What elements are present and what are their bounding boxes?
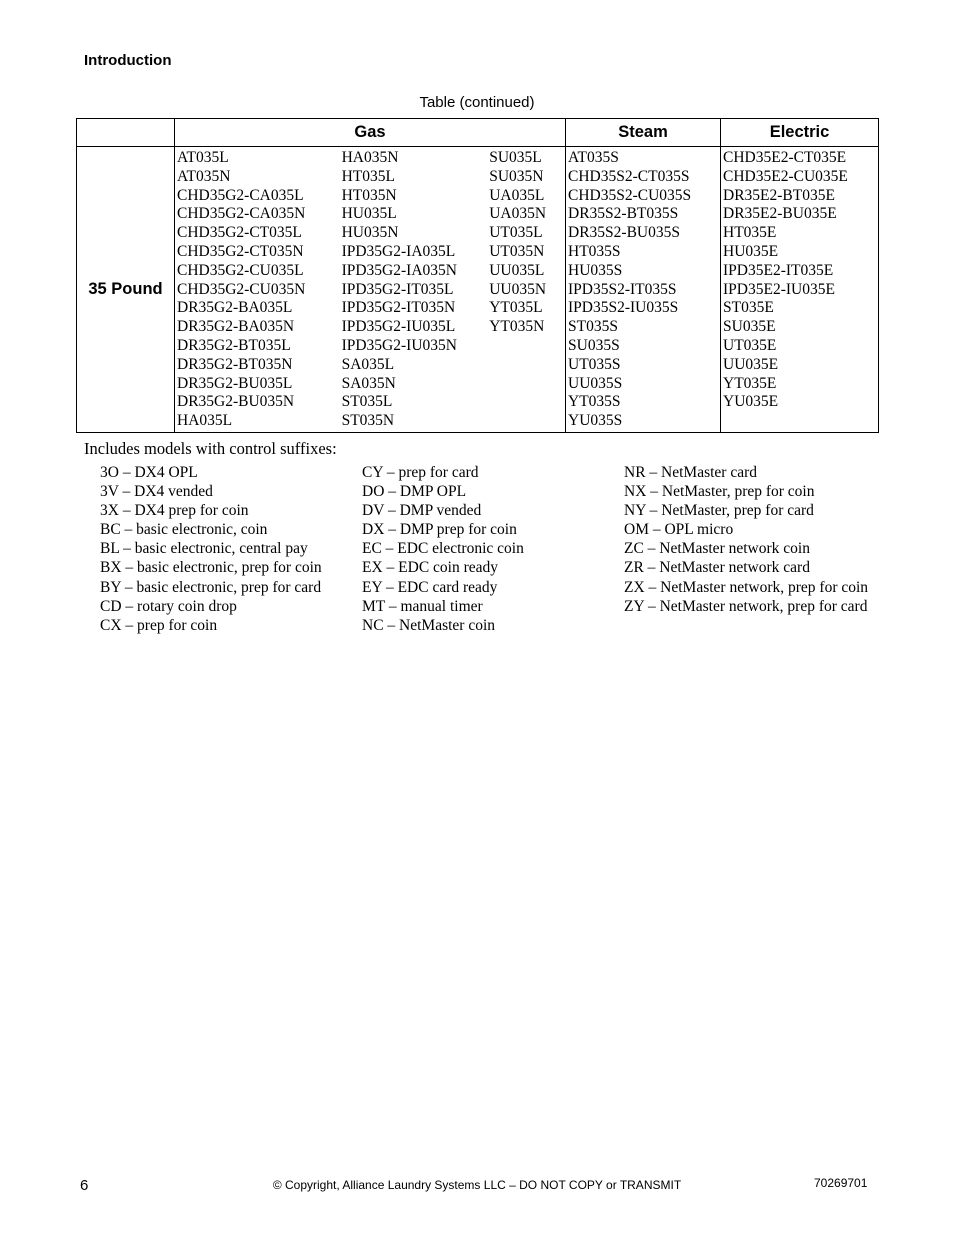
list-item: CHD35G2-CT035N — [177, 242, 304, 260]
list-item: UU035N — [489, 280, 547, 298]
list-item: DR35E2-BT035E — [723, 186, 835, 204]
list-item: MT – manual timer — [362, 597, 483, 615]
list-item: ZR – NetMaster network card — [624, 559, 810, 577]
list-item: EY – EDC card ready — [362, 578, 498, 596]
list-item: DX – DMP prep for coin — [362, 521, 517, 539]
list-item: ZC – NetMaster network coin — [624, 540, 810, 558]
list-item: DR35E2-BU035E — [723, 205, 837, 223]
list-item: ST035S — [568, 318, 618, 336]
list-item: NX – NetMaster, prep for coin — [624, 483, 815, 501]
list-item: YT035E — [723, 374, 777, 392]
list-item: DV – DMP vended — [362, 502, 482, 520]
list-item: UU035L — [489, 261, 545, 279]
list-item: HT035S — [568, 242, 621, 260]
list-item: BX – basic electronic, prep for coin — [100, 559, 322, 577]
list-item: HA035L — [177, 412, 233, 430]
list-item: CX – prep for coin — [100, 616, 218, 634]
list-item: DR35G2-BT035L — [177, 336, 291, 354]
gas-models-col-1 — [177, 149, 342, 431]
list-item: DR35G2-BA035L — [177, 299, 293, 317]
list-item: HU035N — [341, 224, 399, 242]
list-item: SA035L — [341, 355, 395, 373]
list-item: SU035S — [568, 336, 620, 354]
list-item: CHD35G2-CU035N — [177, 280, 306, 298]
list-item: HU035S — [568, 261, 623, 279]
list-item: IPD35S2-IT035S — [568, 280, 677, 298]
list-item: HT035N — [341, 186, 397, 204]
list-item: 3O – DX4 OPL — [100, 464, 198, 481]
list-item: CHD35G2-CT035L — [177, 224, 302, 242]
list-item: CHD35G2-CA035L — [177, 186, 304, 204]
list-item: CHD35S2-CT035S — [568, 167, 690, 185]
header-electric: Electric — [721, 119, 879, 147]
list-item: CHD35G2-CU035L — [177, 261, 304, 279]
suffix-list-col-2 — [362, 463, 524, 635]
list-item: DO – DMP OPL — [362, 483, 467, 501]
list-item: IPD35G2-IA035L — [341, 242, 456, 260]
list-item: ZY – NetMaster network, prep for card — [624, 597, 868, 615]
gas-models-cell — [175, 147, 566, 433]
list-item: OM – OPL micro — [624, 521, 734, 539]
list-item: AT035L — [177, 149, 229, 166]
list-item: IPD35G2-IT035L — [341, 280, 454, 298]
list-item: UT035E — [723, 336, 777, 354]
gas-models-col-3 — [489, 149, 565, 431]
list-item: DR35G2-BA035N — [177, 318, 295, 336]
list-item: UU035S — [568, 374, 623, 392]
list-item: NY – NetMaster, prep for card — [624, 502, 814, 520]
list-item: YT035L — [489, 299, 543, 317]
gas-models-col-2 — [342, 149, 490, 431]
list-item: YU035E — [723, 393, 779, 411]
suffix-list-col-3 — [624, 463, 868, 616]
electric-models-cell — [721, 147, 879, 433]
list-item: UA035L — [489, 186, 545, 204]
page-number: 6 — [80, 1177, 89, 1194]
list-item: ST035N — [341, 412, 395, 430]
list-item: HU035E — [723, 242, 779, 260]
table-header-row — [77, 119, 879, 147]
list-item: IPD35G2-IT035N — [341, 299, 456, 317]
list-item: IPD35G2-IU035N — [341, 336, 457, 354]
list-item: IPD35S2-IU035S — [568, 299, 679, 317]
list-item: DR35S2-BU035S — [568, 224, 680, 242]
list-item: IPD35G2-IU035L — [341, 318, 456, 336]
header-gas: Gas — [175, 119, 566, 147]
list-item: UA035N — [489, 205, 547, 223]
list-item: HU035L — [341, 205, 397, 223]
list-item: CHD35G2-CA035N — [177, 205, 306, 223]
list-item: BL – basic electronic, central pay — [100, 540, 308, 558]
list-item: 3X – DX4 prep for coin — [100, 502, 249, 520]
suffix-intro: Includes models with control suffixes: — [84, 439, 337, 458]
table-row-35-pound — [77, 147, 879, 433]
list-item: BY – basic electronic, prep for card — [100, 578, 322, 596]
list-item: NR – NetMaster card — [624, 464, 757, 481]
section-heading: Introduction — [84, 52, 172, 69]
copyright-notice: © Copyright, Alliance Laundry Systems LLC – DO NOT COPY or TRANSMIT — [272, 1178, 682, 1192]
list-item: DR35G2-BT035N — [177, 355, 293, 373]
list-item: DR35S2-BT035S — [568, 205, 679, 223]
list-item: CY – prep for card — [362, 464, 479, 481]
list-item: SU035L — [489, 149, 542, 166]
list-item: IPD35G2-IA035N — [341, 261, 457, 279]
list-item: HA035N — [341, 149, 399, 166]
list-item: BC – basic electronic, coin — [100, 521, 268, 539]
list-item: DR35G2-BU035N — [177, 393, 295, 411]
document-number: 70269701 — [814, 1176, 868, 1190]
list-item: EC – EDC electronic coin — [362, 540, 524, 558]
list-item: AT035S — [568, 149, 619, 166]
steam-models-list — [568, 149, 691, 431]
list-item: HT035L — [341, 167, 395, 185]
list-item: SA035N — [341, 374, 396, 392]
list-item: ST035E — [723, 299, 774, 317]
list-item: YT035N — [489, 318, 545, 336]
list-item: YU035S — [568, 412, 623, 430]
steam-models-cell — [566, 147, 721, 433]
list-item: CHD35E2-CU035E — [723, 167, 848, 185]
header-steam: Steam — [566, 119, 721, 147]
list-item: UT035S — [568, 355, 621, 373]
list-item: EX – EDC coin ready — [362, 559, 499, 577]
suffix-list-col-1 — [100, 463, 322, 635]
list-item: ST035L — [341, 393, 393, 411]
list-item: SU035N — [489, 167, 544, 185]
list-item: CD – rotary coin drop — [100, 597, 237, 615]
list-item: CHD35E2-CT035E — [723, 149, 847, 166]
list-item: HT035E — [723, 224, 777, 242]
list-item: UU035E — [723, 355, 779, 373]
list-item: YT035S — [568, 393, 621, 411]
list-item: 3V – DX4 vended — [100, 483, 213, 501]
electric-models-list — [723, 149, 848, 412]
list-item: NC – NetMaster coin — [362, 616, 496, 634]
list-item: AT035N — [177, 167, 231, 185]
list-item: ZX – NetMaster network, prep for coin — [624, 578, 869, 596]
list-item: DR35G2-BU035L — [177, 374, 293, 392]
list-item: IPD35E2-IU035E — [723, 280, 835, 298]
row-label: 35 Pound — [77, 147, 175, 433]
model-table — [76, 118, 879, 433]
list-item: UT035L — [489, 224, 543, 242]
table-caption: Table (continued) — [419, 94, 535, 111]
list-item: SU035E — [723, 318, 776, 336]
list-item: CHD35S2-CU035S — [568, 186, 692, 204]
list-item: IPD35E2-IT035E — [723, 261, 834, 279]
list-item: UT035N — [489, 242, 545, 260]
header-size — [77, 119, 175, 147]
